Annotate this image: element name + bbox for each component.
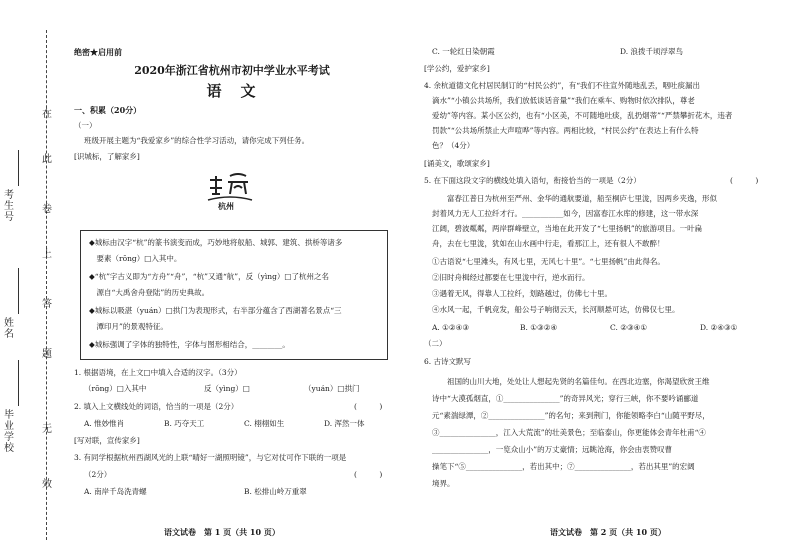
page-footer: 语文试卷 第 1 页（共 10 页） <box>164 527 280 537</box>
q3-option[interactable]: B. 松排山岭万重翠 <box>244 487 307 496</box>
info-line: 源自“大禹舍舟登陆”的历史典故。 <box>89 288 210 297</box>
q2-option[interactable]: C. 栩栩如生 <box>244 419 285 428</box>
binding-char: 卷 <box>42 204 52 215</box>
page-2 <box>420 0 780 560</box>
secret-label: 绝密★启用前 <box>74 47 122 57</box>
answer-bracket[interactable]: ( ) <box>354 402 383 411</box>
info-box <box>80 230 388 360</box>
question-4-line: 滴水”“小镇公共场所，我们放低谈话音量”“我们在乘车、购物时依次排队，尊老 <box>432 96 695 105</box>
question-4-line: 色？（4分） <box>432 141 475 150</box>
info-line: ◆城标强调了字体的独特性，字体与图形相结合，________。 <box>89 340 290 349</box>
field-line[interactable] <box>18 268 19 314</box>
binding-char: 在 <box>42 109 52 120</box>
q3-option[interactable]: A. 南岸千岛洗青螺 <box>84 487 147 496</box>
exam-title: 2020年浙江省杭州市初中学业水平考试 <box>134 64 330 77</box>
q5-item: ③遇着无风，得靠人工拉纤，划路越过，仿佛七十里。 <box>432 289 612 298</box>
question-1: 1. 根据语境，在上文□中填入合适的汉字。（3分） <box>74 368 242 377</box>
q3-score: （2分） <box>84 470 112 479</box>
q6-passage-line[interactable]: 操笔下“⑤_______________，若出其中；⑦_______________，若出其里”的宏阔 <box>432 462 695 471</box>
q1-blank[interactable]: （rōng）□入其中 <box>84 384 147 393</box>
q5-passage-line: 舟，去在七里泷，犹如在山水画中行走，看那江上，还有很人不敢醉！ <box>432 239 665 248</box>
part-heading: （一） <box>74 121 97 130</box>
field-label-student-id: 考生号 <box>4 190 14 223</box>
q6-passage-line[interactable]: ③_______________，江入大荒流”的壮美景色；至临泰山，你更能体会青年杜甫“④ <box>432 428 706 437</box>
q5-option[interactable]: A. ①②④③ <box>432 323 470 332</box>
binding-char: 无 <box>42 424 52 435</box>
q2-option[interactable]: A. 惟妙惟肖 <box>84 419 125 428</box>
q3-option[interactable]: C. 一轮红日染朝霞 <box>432 47 495 56</box>
info-line: 潭印月”的景观特征。 <box>89 322 168 331</box>
binding-char: 效 <box>42 479 52 490</box>
part-heading: （二） <box>424 339 447 348</box>
info-line: ◆城标由汉字“杭”的篆书演变而成，巧妙地将舣船、城郭、建筑、拱桥等诸多 <box>89 238 343 247</box>
page-footer: 语文试卷 第 2 页（共 10 页） <box>550 527 666 537</box>
field-label-name: 姓名 <box>4 318 14 340</box>
answer-bracket[interactable]: ( ) <box>354 470 383 479</box>
binding-char: 此 <box>42 154 52 165</box>
cut-line <box>46 30 47 540</box>
q1-blank[interactable]: （yuán）□拱门 <box>304 384 360 393</box>
binding-char: 上 <box>42 249 52 260</box>
task-heading: [写对联，宣传家乡] <box>74 436 140 445</box>
field-line[interactable] <box>18 150 19 186</box>
task-heading: [学公约，爱护家乡] <box>424 64 490 73</box>
task-heading: [识城标，了解家乡] <box>74 152 140 161</box>
binding-char: 题 <box>42 349 52 360</box>
q6-passage-line[interactable]: _______________，一览众山小”的万丈豪情；远眺沧海，你会由衷赞叹曹 <box>432 445 673 454</box>
q5-item: ①古语说“七里滩头，有风七里，无风七十里”。“七里扬帆”由此得名。 <box>432 257 665 266</box>
question-4-line: 爱幼”等内容。某小区公约，也有“小区美，不可随地吐痰，乱扔烟蒂”“严禁攀折花木，违者 <box>432 111 733 120</box>
subject-title: 语 文 <box>206 82 258 100</box>
binding-char: 答 <box>42 299 52 310</box>
answer-bracket[interactable]: ( ) <box>730 176 759 185</box>
q6-passage-line: 境界。 <box>432 479 455 488</box>
question-4-line: 罚款”“公共场所禁止大声喧哗”等内容。两相比较，“村民公约”在表达上有什么特 <box>432 126 699 135</box>
q6-passage-line[interactable]: 诗中“大漠孤烟直，①_______________”的奇异风光；穿行三峡，你不要吟诵郦道 <box>432 394 699 403</box>
q5-passage-line: 封着风力无人工拉纤才行。___________如今，因富春江水库的修建，这一带水深 <box>432 209 699 218</box>
q5-item: ④水风一起，千帆竞发，船公号子响彻云天，长河顺悬可达，仿佛仅七里。 <box>432 305 680 314</box>
field-label-school: 毕业学校 <box>4 410 14 454</box>
q5-option[interactable]: D. ②④③① <box>700 323 738 332</box>
info-line: ◆城标以吸湛（yuán）□拱门为表现形式，右半部分蕴含了西湖著名景点“三 <box>89 306 342 315</box>
page-1 <box>64 0 400 560</box>
task-heading: [诵美文，歌颂家乡] <box>424 159 490 168</box>
question-4-line: 4. 余杭道德文化村居民制订的“村民公约”，有“我们不往宣外随地乱丢，咽吐痰漏出 <box>424 81 701 90</box>
q2-option[interactable]: D. 浑然一体 <box>324 419 365 428</box>
info-line: ◆“杭”字古义即为“方舟”“舟”，“杭”又通“航”，反（yìng）□了杭州之名 <box>89 272 329 281</box>
info-line: 要素（rōng）□入其中。 <box>89 254 182 263</box>
q5-item: ②旧时舟楫经过都要在七里泷中行，逆水而行。 <box>432 273 590 282</box>
q6-passage-line: 祖国的山川大地，处处让人想起先贤的名篇佳句。在西北边塞，你渴望欣赏王维 <box>432 377 710 386</box>
binding-margin <box>0 0 60 560</box>
q5-option[interactable]: B. ①③②④ <box>520 323 558 332</box>
question-2: 2. 填入上文横线处的词语，恰当的一项是（2分） <box>74 402 239 411</box>
section-heading: 一、积累（20分） <box>74 105 142 115</box>
question-6: 6. 古诗文默写 <box>424 357 472 366</box>
hangzhou-city-logo <box>204 170 256 222</box>
q1-blank[interactable]: 反（yìng）□ <box>204 384 250 393</box>
question-3: 3. 有同学根据杭州西湖风光的上联“晴好一湖照明镜”，与它对仗可作下联的一项是 <box>74 453 347 462</box>
q2-option[interactable]: B. 巧夺天工 <box>164 419 205 428</box>
q6-passage-line[interactable]: 元“素湍绿潭，②_______________”的名句；来到荆门，你能领略李白“山随平野尽， <box>432 411 710 420</box>
q5-passage-line: 富春江普日为杭州至严州、金华的通航要道，船至桐庐七里泷，因两乡夹逸，形似 <box>432 194 717 203</box>
q5-passage-line: 江阔，碧波粼粼，两岸群峰壁立，当地在此开发了“七里扬帆”的旅游项目。一叶扁 <box>432 224 703 233</box>
q5-option[interactable]: C. ②③④① <box>610 323 648 332</box>
logo-text: 杭州 <box>218 201 234 211</box>
intro-text: 班级开展主题为“我爱家乡”的综合性学习活动，请你完成下列任务。 <box>84 136 310 145</box>
field-line[interactable] <box>18 360 19 406</box>
question-5: 5. 在下面这段文字的横线处填入语句，衔接恰当的一项是（2分） <box>424 176 641 185</box>
q3-option[interactable]: D. 浪拨千顷浮翠鸟 <box>620 47 684 56</box>
